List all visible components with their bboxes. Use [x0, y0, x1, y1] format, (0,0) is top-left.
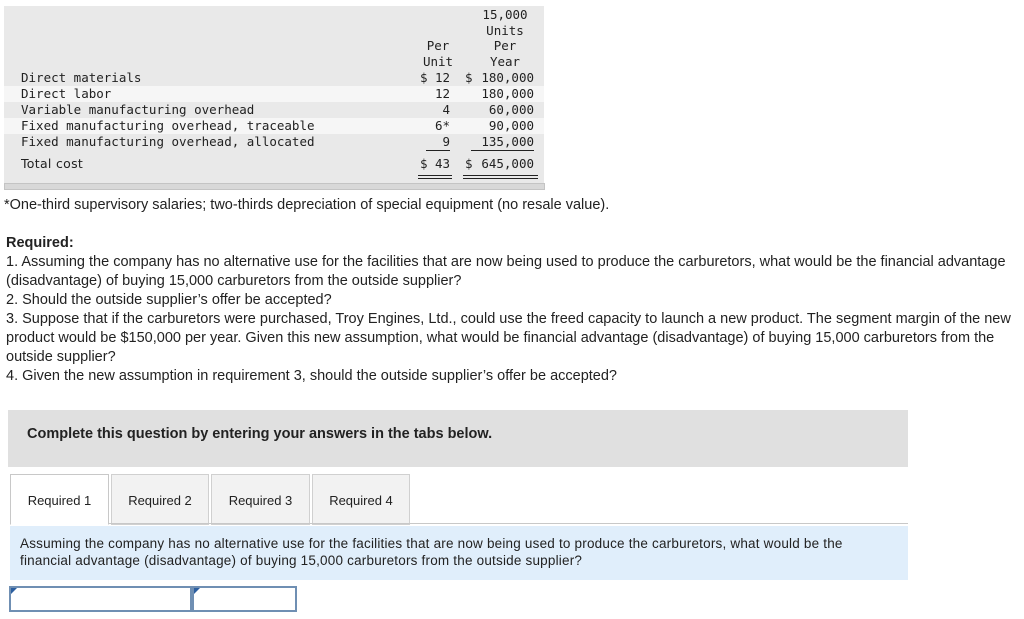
per-year-value: 135,000: [471, 134, 534, 151]
per-year-value: 60,000: [488, 102, 534, 117]
double-underline-year: [463, 175, 538, 179]
per-unit-value: 4: [442, 102, 450, 117]
per-unit-header: [415, 38, 461, 69]
tab-required-1[interactable]: Required 1: [10, 474, 109, 525]
row-label: Fixed manufacturing overhead, allocated: [21, 134, 315, 149]
currency-symbol: $: [465, 70, 473, 85]
per-year-value: 90,000: [488, 118, 534, 133]
required-item-2: 2. Should the outside supplier’s offer be accepted?: [6, 292, 332, 308]
required-item-4: 4. Given the new assumption in requirement 3, should the outside supplier’s offer be accepted?: [6, 368, 617, 384]
header-text: Year: [489, 53, 521, 69]
instruction-panel: [8, 410, 908, 467]
per-year-value: 180,000: [481, 86, 534, 101]
row-label: Direct materials: [21, 70, 142, 85]
required-item-1: 1. Assuming the company has no alternative use for the facilities that are now being used to produce the carburetors, what would be the financial advantage (disadvantage) of buying 15,000 carburetors from the outside supplier?: [6, 254, 1006, 289]
tab-required-4[interactable]: Required 4: [312, 474, 410, 525]
currency-symbol: $: [420, 70, 428, 85]
per-unit-value: 12: [434, 86, 450, 101]
header-text: Unit: [422, 53, 454, 69]
header-text: 15,000: [482, 7, 528, 22]
question-text: Assuming the company has no alternative use for the facilities that are now being used to produce the carburetors, what would be the financial advantage (disadvantage) of buying 15,000 carburetors from the outside supplier?: [20, 536, 843, 568]
answer-amount-input[interactable]: [192, 586, 297, 612]
per-year-header: [466, 7, 544, 69]
per-year-value: 180,000: [481, 70, 534, 85]
required-item-3: 3. Suppose that if the carburetors were purchased, Troy Engines, Ltd., could use the freed capacity to launch a new product. The segment margin of the new product would be $150,000 per year. Given this new assumption, what would be financial advantage (disadvantage) of buying 15,000 carburetors from the outside supplier?: [6, 311, 1011, 365]
currency-symbol: $: [465, 156, 473, 171]
total-row: [4, 153, 544, 175]
total-label: Total cost: [21, 156, 84, 171]
table-row: [4, 102, 544, 118]
answer-label-input[interactable]: [9, 586, 192, 612]
double-underline-unit: [418, 175, 452, 179]
per-unit-value: 9: [426, 134, 450, 151]
per-unit-value: 6*: [434, 118, 450, 133]
header-text: Per: [426, 38, 450, 53]
header-text: Per: [493, 38, 517, 53]
header-text: Units: [486, 22, 524, 38]
footnote: *One-third supervisory salaries; two-thirds depreciation of special equipment (no resale value).: [4, 197, 610, 213]
tab-divider: [10, 523, 908, 524]
cost-table: [4, 6, 544, 188]
instruction-text: Complete this question by entering your answers in the tabs below.: [27, 426, 493, 442]
required-section: [6, 234, 1011, 386]
tab-required-2[interactable]: Required 2: [111, 474, 209, 525]
table-row: [4, 86, 544, 102]
total-per-year: 645,000: [481, 156, 534, 171]
table-row: [4, 134, 544, 150]
input-marker-icon: [11, 588, 17, 594]
total-per-unit: 43: [434, 156, 450, 171]
required-title: Required:: [6, 235, 74, 251]
double-underline: [4, 175, 544, 178]
row-label: Direct labor: [21, 86, 112, 101]
row-label: Variable manufacturing overhead: [21, 102, 255, 117]
table-row: [4, 118, 544, 134]
input-marker-icon: [194, 588, 200, 594]
row-label: Fixed manufacturing overhead, traceable: [21, 118, 315, 133]
currency-symbol: $: [420, 156, 428, 171]
tab-required-3[interactable]: Required 3: [211, 474, 310, 525]
per-unit-value: 12: [434, 70, 450, 85]
table-row: [4, 70, 544, 86]
horizontal-scrollbar[interactable]: [4, 183, 545, 190]
question-box: [10, 526, 908, 580]
table-header: [4, 6, 544, 70]
